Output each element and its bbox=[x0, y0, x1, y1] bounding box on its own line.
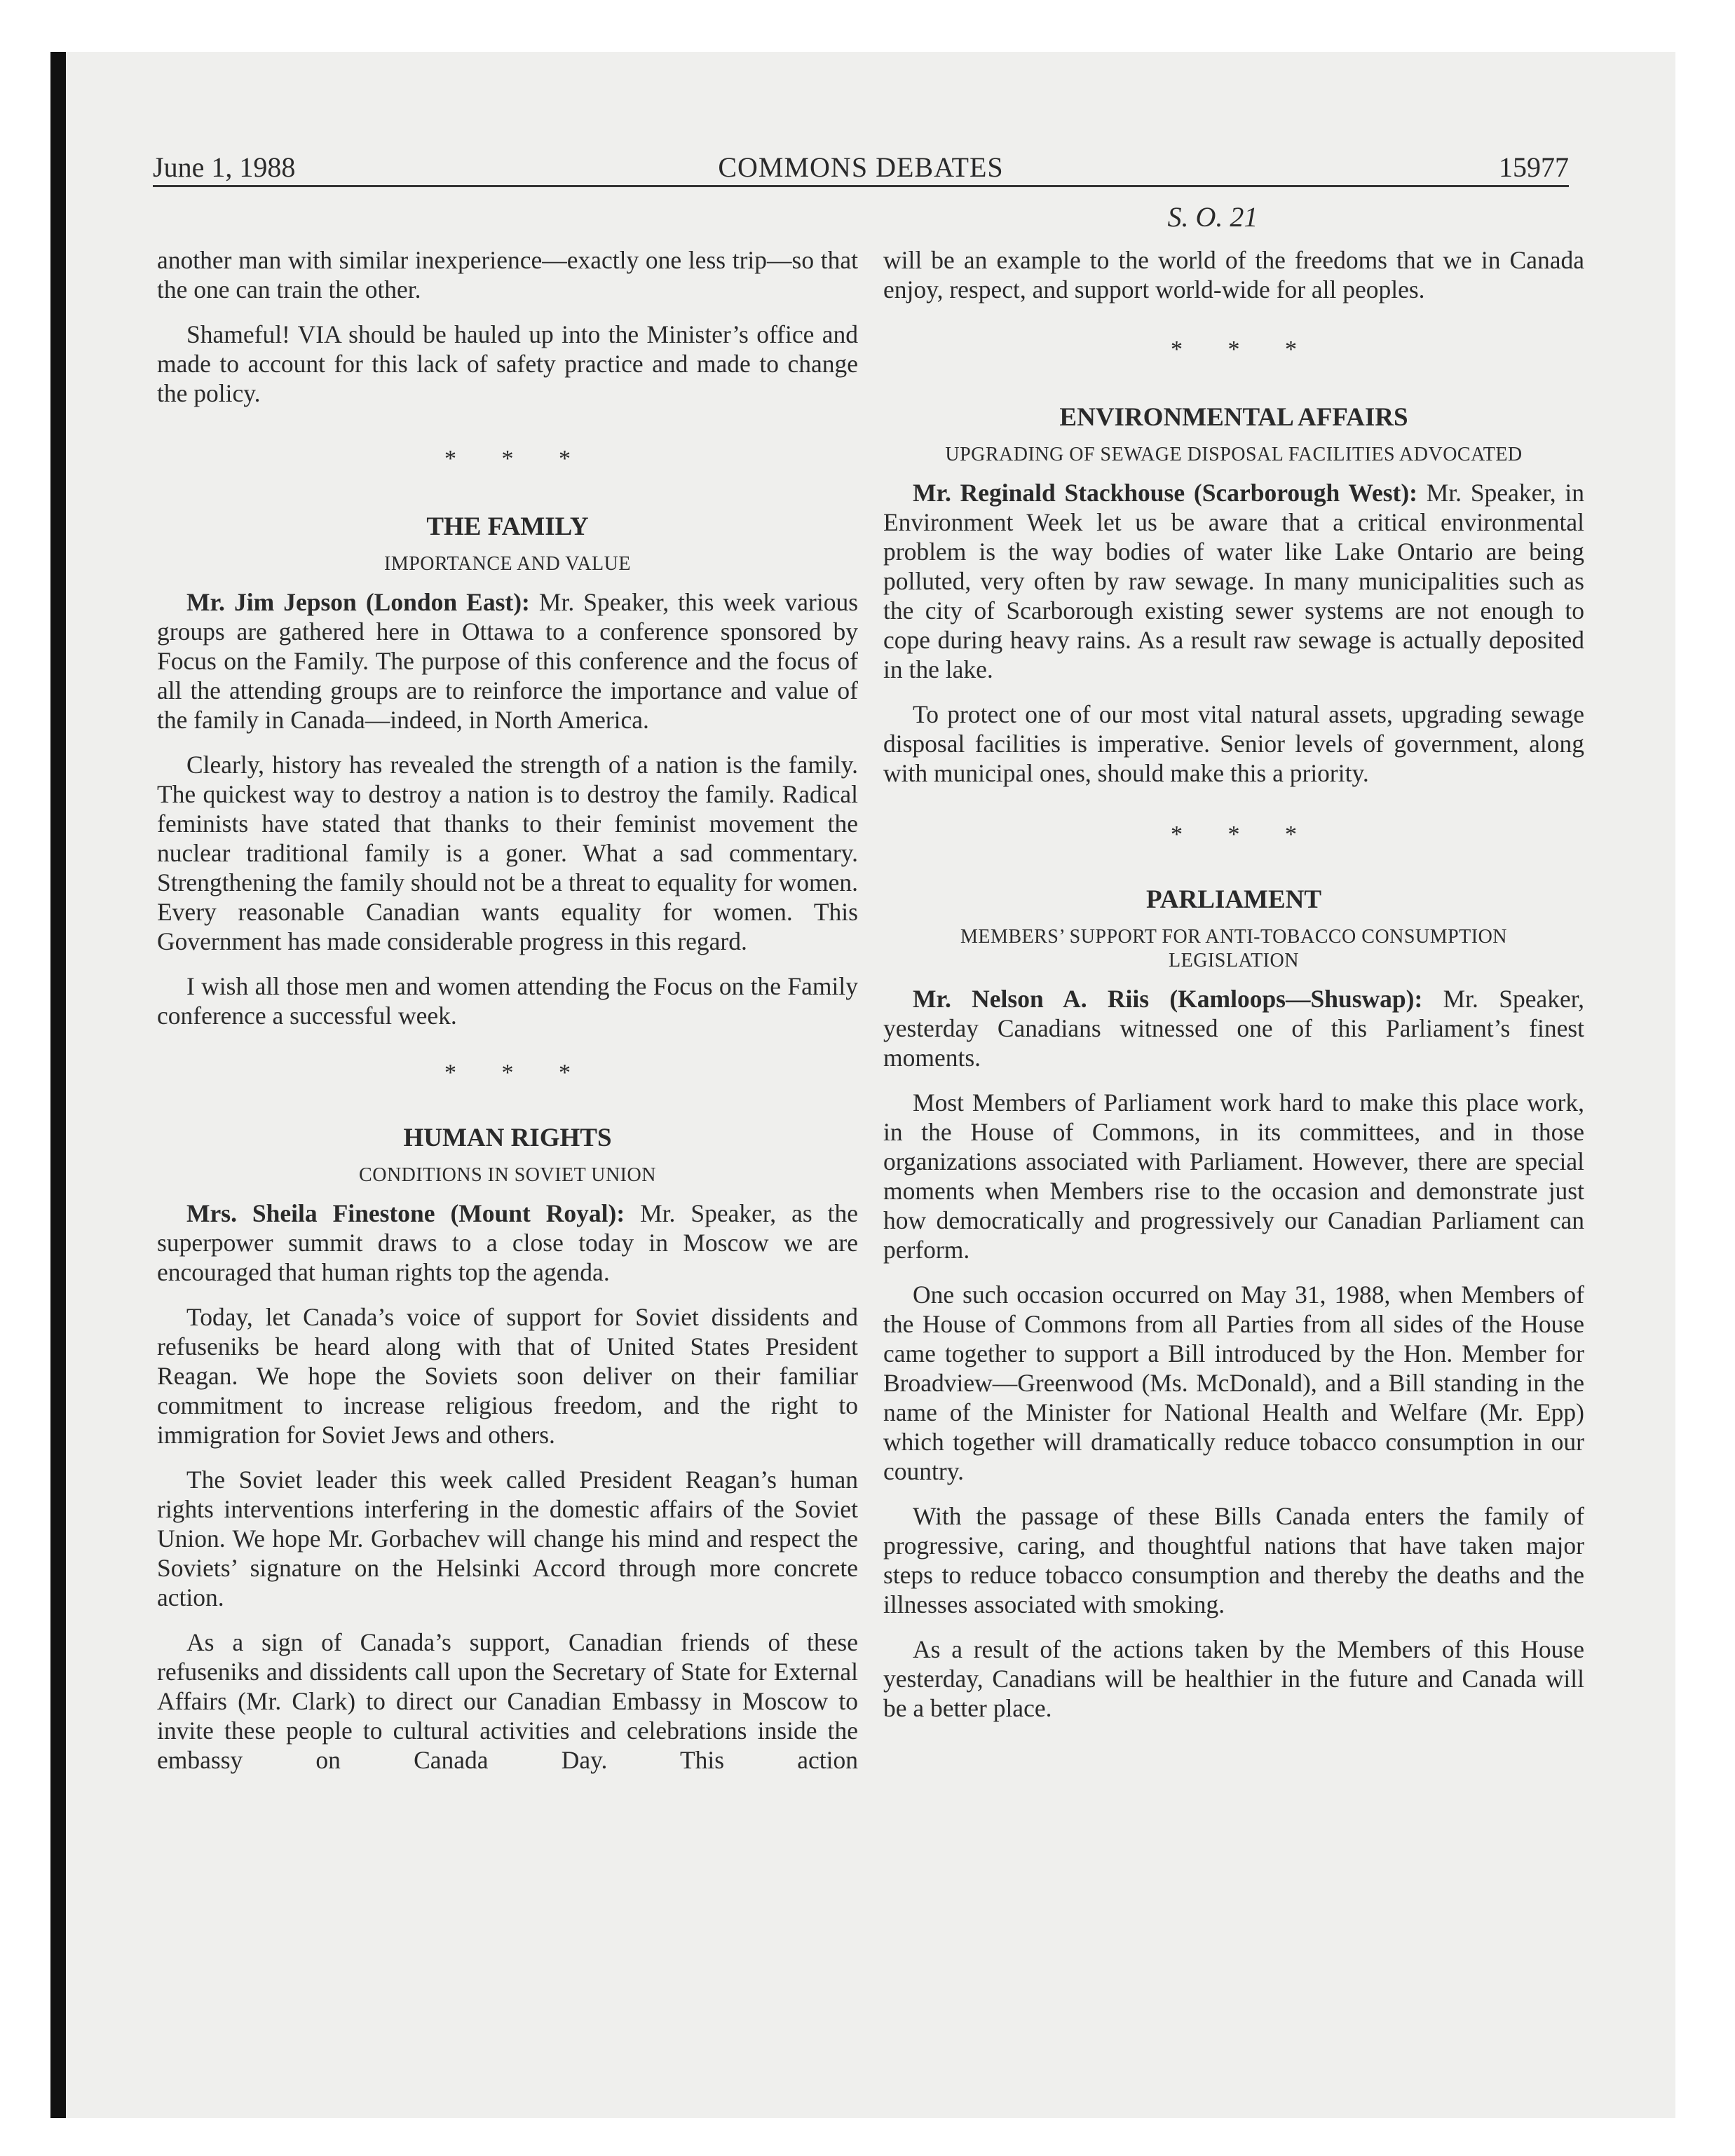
paragraph: Shameful! VIA should be hauled up into the Minister’s office and made to account for this lack of safety practice and made to change the policy. bbox=[157, 320, 858, 407]
paragraph: To protect one of our most vital natural assets, upgrading sewage disposal facilities is imperative. Senior levels of government, along with municipal ones, should make this a priority. bbox=[883, 700, 1584, 787]
speech-text: Mr. Speaker, as the superpower summit draws to a close today in Moscow we are encouraged that human rights top the agenda. bbox=[157, 1199, 858, 1286]
paragraph: As a result of the actions taken by the Members of this House yesterday, Canadians will be healthier in the future and Canada will be a better place. bbox=[883, 1635, 1584, 1722]
section-separator: * * * bbox=[1171, 821, 1316, 847]
section-separator: * * * bbox=[444, 1060, 590, 1086]
paragraph: One such occasion occurred on May 31, 1988, when Members of the House of Commons from all Parties from all sides of the House came together to support a Bill introduced by the Hon. Member for Broadview—Greenwood (Ms. McDonald), and a Bill standing in the name of the Minister for National Health and Welfare (Mr. Epp) which together will dramatically reduce tobacco consumption in our country. bbox=[883, 1281, 1584, 1485]
left-column bbox=[157, 245, 858, 1790]
paragraph: As a sign of Canada’s support, Canadian friends of these refuseniks and dissidents call upon the Secretary of State for External Affairs (Mr. Clark) to direct our Canadian Embassy in Moscow to invite these people to cultural activities and celebrations inside the embassy on Canada Day. This action bbox=[157, 1628, 858, 1774]
header-page-number: 15977 bbox=[1499, 151, 1569, 183]
speech-paragraph bbox=[157, 587, 858, 735]
section-separator: * * * bbox=[1171, 336, 1316, 362]
section-subheading: CONDITIONS IN SOVIET UNION bbox=[359, 1164, 656, 1186]
section-heading: THE FAMILY bbox=[426, 512, 589, 541]
paragraph: Today, let Canada’s voice of support for Soviet dissidents and refuseniks be heard along with that of United States President Reagan. We hope the Soviets soon deliver on their familiar commitment to increase religious freedom, and the right to immigration for Soviet Jews and others. bbox=[157, 1303, 858, 1449]
speaker-name: Mr. Reginald Stackhouse (Scarborough West): bbox=[913, 479, 1417, 507]
speaker-name: Mrs. Sheila Finestone (Mount Royal): bbox=[186, 1199, 625, 1227]
speech-text: Mr. Speaker, this week various groups are gathered here in Ottawa to a conference sponsored by Focus on the Family. The purpose of this conference and the focus of all the attending groups are to reinforce the importance and value of the family in Canada—indeed, in North America. bbox=[157, 588, 859, 734]
paragraph: I wish all those men and women attending the Focus on the Family conference a successful week. bbox=[157, 972, 858, 1030]
header-date: June 1, 1988 bbox=[153, 151, 296, 183]
header-title: COMMONS DEBATES bbox=[718, 151, 1004, 183]
section-subheading-line: LEGISLATION bbox=[1169, 950, 1299, 971]
paragraph: The Soviet leader this week called President Reagan’s human rights interventions interfering in the domestic affairs of the Soviet Union. We hope Mr. Gorbachev will change his mind and respect the Soviets’ signature on the Helsinki Accord through more concrete action. bbox=[157, 1466, 858, 1611]
paragraph: Most Members of Parliament work hard to make this place work, in the House of Commons, in its committees, and in those organizations associated with Parliament. However, there are special moments when Members rise to the occasion and demonstrate just how democratically and progressively our Canadian Parliament can perform. bbox=[883, 1089, 1584, 1264]
section-subheading-line: MEMBERS’ SUPPORT FOR ANTI-TOBACCO CONSUMPTION bbox=[960, 926, 1508, 948]
section-marker: S. O. 21 bbox=[1167, 201, 1258, 233]
speech-paragraph bbox=[883, 984, 1584, 1072]
paragraph: another man with similar inexperience—exactly one less trip—so that the one can train the other. bbox=[157, 246, 858, 303]
speaker-name: Mr. Jim Jepson (London East): bbox=[186, 588, 530, 616]
speech-paragraph bbox=[883, 478, 1584, 684]
paragraph: With the passage of these Bills Canada enters the family of progressive, caring, and thoughtful nations that have taken major steps to reduce tobacco consumption and thereby the deaths and the illnesses associated with smoking. bbox=[883, 1502, 1584, 1618]
binding-edge bbox=[50, 52, 66, 2118]
speech-text: Mr. Speaker, in Environment Week let us be aware that a critical environmental problem is the way bodies of water like Lake Ontario are being polluted, very often by raw sewage. In many municipalities such as the city of Scarborough existing sewer systems are not enough to cope during heavy rains. As a result raw sewage is actually deposited in the lake. bbox=[883, 479, 1584, 683]
paragraph: Clearly, history has revealed the strength of a nation is the family. The quickest way to destroy a nation is to destroy the family. Radical feminists have stated that thanks to their feminist movement the nuclear traditional family is a goner. What a sad commentary. Strengthening the family should not be a threat to equality for women. Every reasonable Canadian wants equality for women. This Government has made considerable progress in this regard. bbox=[157, 751, 858, 955]
section-heading: PARLIAMENT bbox=[1145, 885, 1322, 914]
section-heading: HUMAN RIGHTS bbox=[403, 1124, 612, 1152]
right-column bbox=[883, 245, 1584, 1738]
section-separator: * * * bbox=[444, 446, 590, 472]
speech-paragraph bbox=[157, 1199, 858, 1287]
paragraph: will be an example to the world of the freedoms that we in Canada enjoy, respect, and support world-wide for all peoples. bbox=[883, 246, 1584, 303]
speech-text: Mr. Speaker, yesterday Canadians witnessed one of this Parliament’s finest moments. bbox=[883, 985, 1584, 1072]
section-subheading: UPGRADING OF SEWAGE DISPOSAL FACILITIES ADVOCATED bbox=[945, 444, 1523, 465]
page-header bbox=[153, 149, 1569, 187]
speaker-name: Mr. Nelson A. Riis (Kamloops—Shuswap): bbox=[913, 985, 1423, 1013]
section-subheading bbox=[883, 925, 1584, 973]
section-subheading: IMPORTANCE AND VALUE bbox=[384, 553, 631, 575]
section-heading: ENVIRONMENTAL AFFAIRS bbox=[1059, 403, 1408, 432]
